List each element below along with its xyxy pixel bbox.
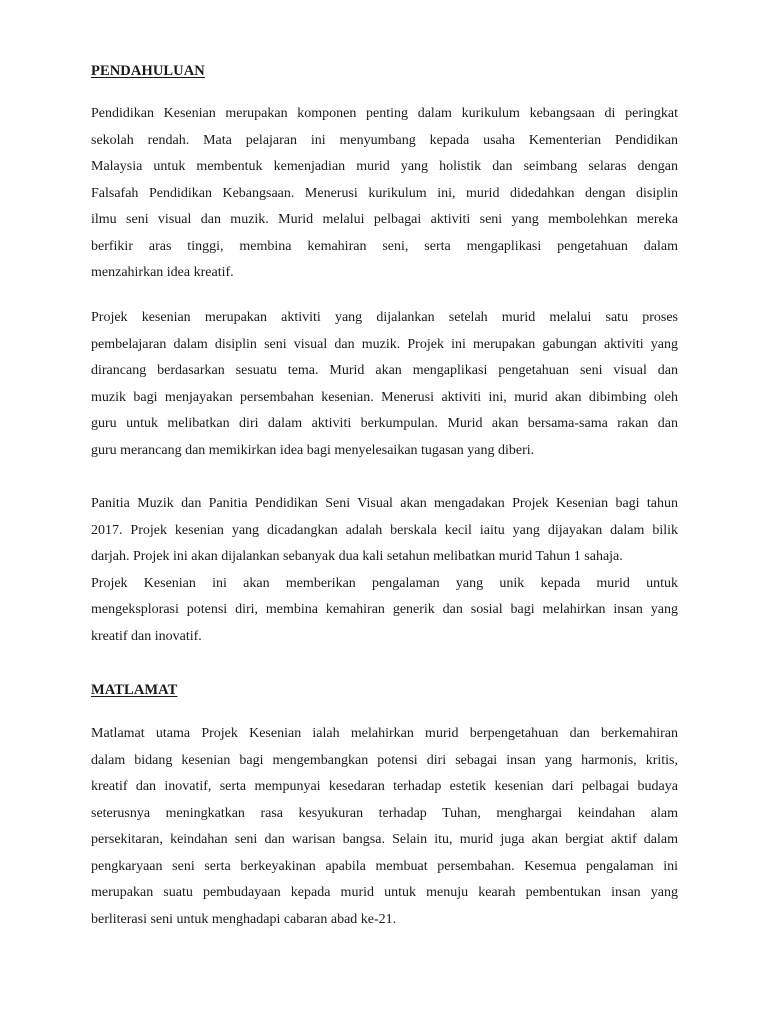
text-line: pengkaryaan seni serta berkeyakinan apabila membuat persembahan. Kesemua pengalaman ini (91, 858, 678, 874)
text-line: guru merancang dan memikirkan idea bagi menyelesaikan tugasan yang diberi. (91, 442, 535, 458)
text-line: mengeksplorasi potensi diri, membina kemahiran generik dan sosial bagi melahirkan insan yang (91, 602, 678, 617)
paragraph-pendahuluan-1 (91, 101, 678, 287)
text-line: menzahirkan idea kreatif. (91, 265, 234, 280)
text-line: Projek Kesenian ini akan memberikan pengalaman yang unik kepada murid untuk (91, 575, 678, 591)
heading-pendahuluan: PENDAHULUAN (91, 63, 205, 79)
text-line: pembelajaran dalam disiplin seni visual dan muzik. Projek ini merupakan gabungan aktiviti yang (91, 336, 678, 352)
text-line: 2017. Projek kesenian yang dicadangkan adalah berskala kecil iaitu yang dijayakan dalam bilik (91, 522, 678, 538)
document-page (91, 0, 678, 1024)
text-line: Falsafah Pendidikan Kebangsaan. Menerusi kurikulum ini, murid didedahkan dengan disiplin (91, 185, 678, 201)
text-line: dirancang berdasarkan sesuatu tema. Murid akan mengaplikasi pengetahuan seni visual dan (91, 363, 678, 378)
text-line: guru untuk melibatkan diri dalam aktiviti berkumpulan. Murid akan bersama-sama rakan dan (91, 416, 678, 431)
text-line: Pendidikan Kesenian merupakan komponen penting dalam kurikulum kebangsaan di peringkat (91, 106, 678, 121)
text-line: Malaysia untuk membentuk kemenjadian murid yang holistik dan seimbang selaras dengan (91, 159, 678, 174)
text-line: dalam bidang kesenian bagi mengembangkan potensi diri sebagai insan yang harmonis, kritis, (91, 752, 678, 768)
text-line: kreatif dan inovatif, serta mempunyai kesedaran terhadap estetik kesenian dari pelbagai budaya (91, 779, 678, 794)
text-line: muzik bagi menjayakan persembahan kesenian. Menerusi aktiviti ini, murid akan dibimbing oleh (91, 389, 678, 405)
text-line: berliterasi seni untuk menghadapi cabaran abad ke-21. (91, 911, 397, 927)
text-line: darjah. Projek ini akan dijalankan sebanyak dua kali setahun melibatkan murid Tahun 1 sahaja. (91, 549, 623, 564)
text-line: merupakan suatu pembudayaan kepada murid untuk menuju kearah pembentukan insan yang (91, 885, 678, 900)
text-line: berfikir aras tinggi, membina kemahiran seni, serta mengaplikasi pengetahuan dalam (91, 238, 678, 254)
text-line: persekitaran, keindahan seni dan warisan bangsa. Selain itu, murid juga akan bergiat aktif dalam (91, 832, 678, 847)
paragraph-matlamat-1 (91, 721, 678, 933)
text-line: ilmu seni visual dan muzik. Murid melalui pelbagai aktiviti seni yang membolehkan mereka (91, 212, 678, 227)
text-line: Panitia Muzik dan Panitia Pendidikan Seni Visual akan mengadakan Projek Kesenian bagi tahun (91, 496, 678, 511)
text-line: seterusnya meningkatkan rasa kesyukuran terhadap Tuhan, menghargai keindahan alam (91, 805, 678, 821)
text-line: kreatif dan inovatif. (91, 628, 202, 644)
text-line: Matlamat utama Projek Kesenian ialah melahirkan murid berpengetahuan dan berkemahiran (91, 726, 678, 741)
text-line: Projek kesenian merupakan aktiviti yang dijalankan setelah murid melalui satu proses (91, 310, 678, 325)
paragraph-pendahuluan-2 (91, 305, 678, 464)
text-line: sekolah rendah. Mata pelajaran ini menyumbang kepada usaha Kementerian Pendidikan (91, 132, 678, 148)
heading-matlamat: MATLAMAT (91, 682, 178, 698)
paragraph-pendahuluan-3 (91, 491, 678, 650)
